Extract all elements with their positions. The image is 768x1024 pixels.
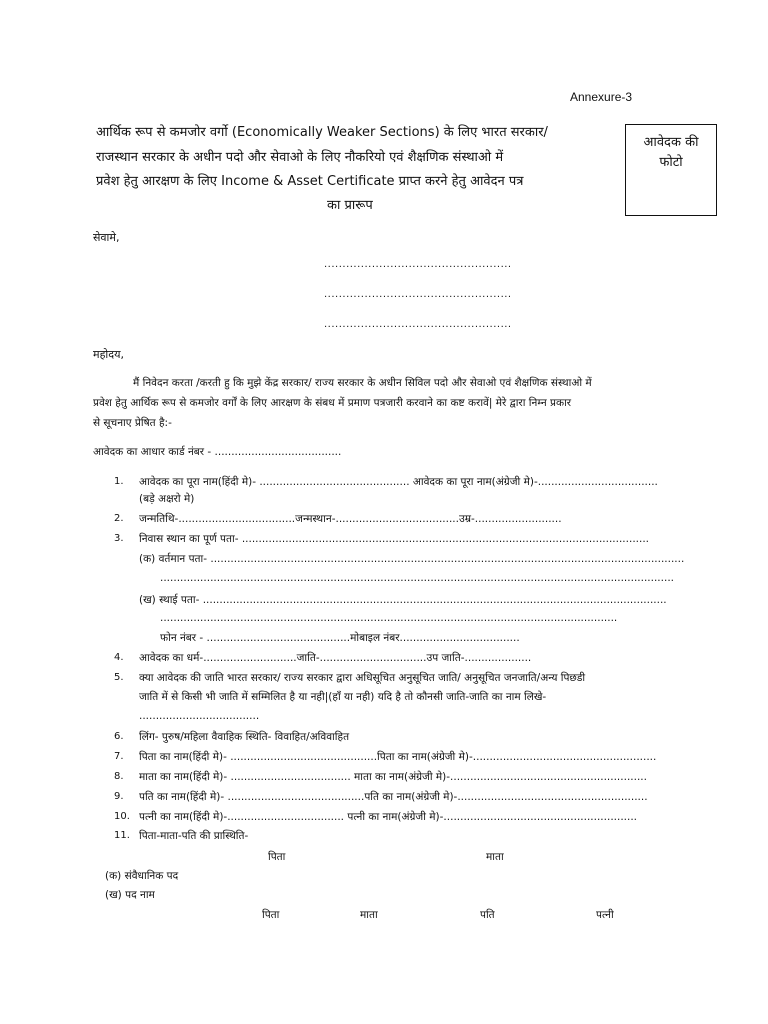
photo-box-label-1: आवेदक की [643,135,699,150]
bottom-head-father: पिता [262,909,280,921]
title-line-4: का प्रारूप [327,198,373,213]
para-line-1: मैं निवेदन करता /करती हु कि मुझे केंद्र सरकार/ राज्य सरकार के अधीन सिविल पदो और सेवाओ एवं शैक्षणिक संस्थाओ में [133,377,592,389]
bottom-head-wife: पत्नी [596,909,614,921]
item-number-4: 4. [114,652,124,663]
bottom-head-mother: माता [360,909,378,921]
item-number-5: 5. [114,672,124,683]
para-line-3: से सूचनाए प्रेषित है:- [93,417,172,429]
item-2-birth: जन्मतिथि-...................................जन्मस्थान-.....................................उम्र-.......................... [139,513,562,525]
item-10-wife: पत्नी का नाम(हिंदी मे)-................................... पत्नी का नाम(अंग्रेजी मे)-.......................................................... [139,811,638,823]
status-head-mother: माता [486,851,504,863]
item-3-current-address: (क) वर्तमान पता- .............................................................................................................................................. [139,553,685,565]
item-number-8: 8. [114,771,124,782]
salutation: सेवामे, [93,231,120,244]
status-row-constitutional-post: (क) संवैधानिक पद [105,870,179,882]
address-line-1: ................................................... [324,259,512,270]
item-3-phone: फोन नंबर - ...........................................मोबाइल नंबर.................................... [160,632,520,644]
status-row-post-name: (ख) पद नाम [105,889,155,901]
title-line-3: प्रवेश हेतु आरक्षण के लिए Income & Asset Certificate प्राप्त करने हेतु आवेदन पत्र [96,174,524,189]
item-3-permanent-address-line2: ......................................................................................................................................... [160,612,618,624]
title-line-1: आर्थिक रूप से कमजोर वर्गो (Economically Weaker Sections) के लिए भारत सरकार/ [96,125,548,140]
item-number-10: 10. [114,811,130,822]
item-1-name: आवेदक का पूरा नाम(हिंदी मे)- ............................................. आवेदक का पूरा नाम(अंग्रेजी मे)-.................................... [139,476,658,488]
address-line-3: ................................................... [324,319,512,330]
item-3-permanent-address: (ख) स्थाई पता- ........................................................................................................................................... [139,594,667,606]
item-11-status: पिता-माता-पति की प्रास्थिति- [139,830,249,842]
item-9-husband: पति का नाम(हिंदी मे)- .........................................पति का नाम(अंग्रेजी मे)-......................................................... [139,791,648,803]
address-line-2: ................................................... [324,289,512,300]
item-8-mother: माता का नाम(हिंदी मे)- .................................... माता का नाम(अंग्रेजी मे)-........................................................... [139,771,647,783]
item-number-7: 7. [114,751,124,762]
item-number-3: 3. [114,533,124,544]
para-line-2: प्रवेश हेतु आर्थिक रूप से कमजोर वर्गों के लिए आरक्षण के संबध में प्रमाण पत्रजारी करवाने का कष्ट करावें| मेरे द्वारा निम्न प्रकार [93,397,572,409]
item-3-address: निवास स्थान का पूर्ण पता- .......................................................................................................................... [139,533,650,545]
title-line-2: राजस्थान सरकार के अधीन पदो और सेवाओ के लिए नौकरियो एवं शैक्षणिक संस्थाओ में [96,150,504,165]
item-5-line-2: जाति में से किसी भी जाति में सम्मिलित है या नही|(हाँ या नही) यदि है तो कौनसी जाति-जाति का नाम लिखे- [139,691,547,703]
item-5-line-1: क्या आवेदक की जाति भारत सरकार/ राज्य सरकार द्वारा अधिसूचित अनुसूचित जाति/ अनुसूचित जनजाति/अन्य पिछडी [139,672,586,684]
applicant-photo-box [625,124,717,216]
item-number-11: 11. [114,830,130,841]
bottom-head-husband: पति [480,909,495,921]
item-4-religion: आवेदक का धर्म-............................जाति-................................उप जाति-.................... [139,652,532,664]
annexure-label: Annexure-3 [570,90,633,104]
item-3-current-address-line2: .......................................................................................................................................................... [160,572,674,584]
item-number-6: 6. [114,731,124,742]
photo-box-label-2: फोटो [659,155,683,170]
item-number-1: 1. [114,476,124,487]
item-1-note: (बड़े अक्षरो मे) [139,493,195,505]
mahoday: महोदय, [93,348,124,361]
status-head-father: पिता [268,851,286,863]
item-number-9: 9. [114,791,124,802]
aadhaar-field: आवेदक का आधार कार्ड नंबर - ...................................... [93,446,342,458]
item-6-gender: लिंग- पुरुष/महिला वैवाहिक स्थिति- विवाहित/अविवाहित [139,731,350,743]
item-number-2: 2. [114,513,124,524]
item-5-line-3: .................................... [139,710,260,722]
item-7-father: पिता का नाम(हिंदी मे)- ............................................पिता का नाम(अंग्रेजी मे)-....................................................... [139,751,657,763]
